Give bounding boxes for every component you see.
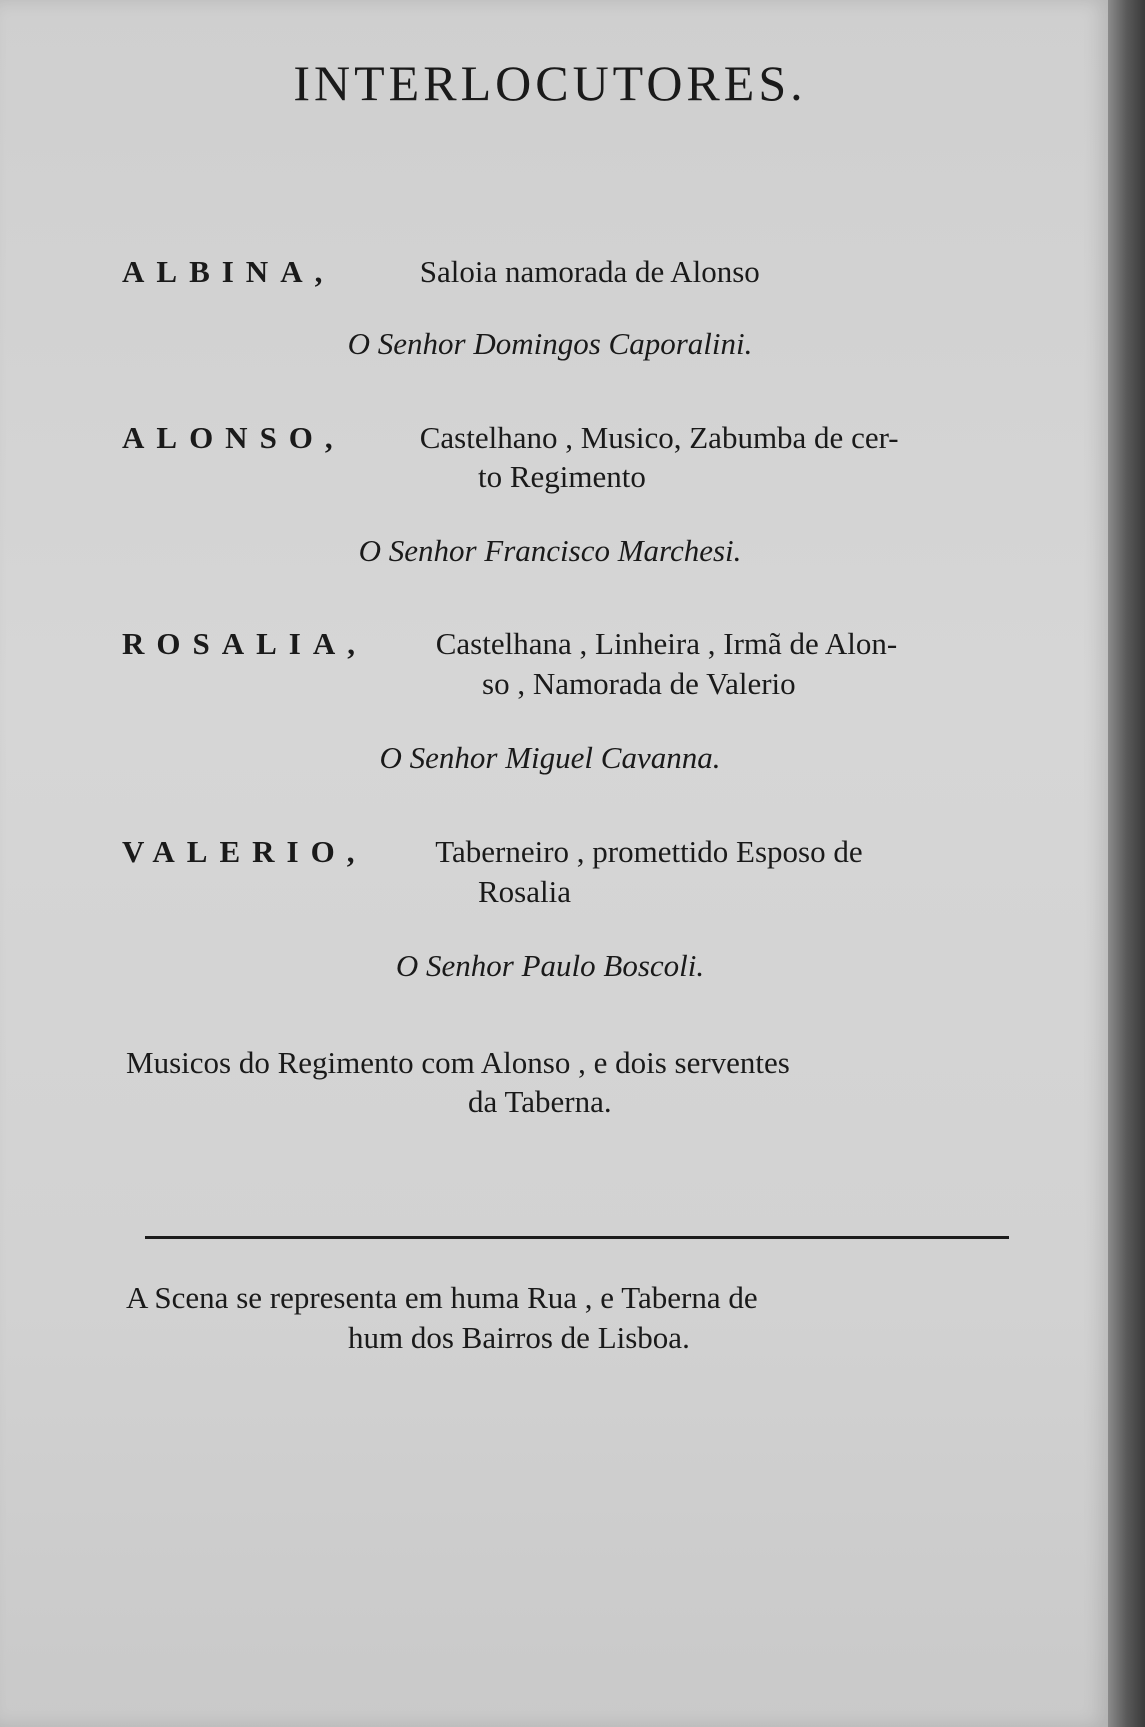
actor-name: O Senhor Domingos Caporalini. bbox=[347, 326, 753, 361]
extras-line: da Taberna. bbox=[468, 1084, 612, 1119]
character-entry-albina bbox=[122, 252, 760, 292]
extras-line: Musicos do Regimento com Alonso , e dois serventes bbox=[126, 1045, 790, 1080]
scene-line: hum dos Bairros de Lisboa. bbox=[348, 1320, 690, 1355]
actor-name: O Senhor Francisco Marchesi. bbox=[358, 533, 742, 568]
page-edge bbox=[1108, 0, 1145, 1727]
character-name: ALBINA, bbox=[122, 254, 335, 289]
character-name: VALERIO, bbox=[122, 834, 367, 869]
character-description-continued: so , Namorada de Valerio bbox=[482, 666, 796, 701]
scene-line: A Scena se representa em huma Rua , e Taberna de bbox=[126, 1280, 758, 1315]
character-description: Castelhano , Musico, Zabumba de cer- bbox=[419, 420, 899, 455]
character-entry-valerio bbox=[122, 832, 863, 872]
character-description: Saloia namorada de Alonso bbox=[419, 254, 760, 289]
character-description-continued: to Regimento bbox=[478, 459, 646, 494]
character-description-continued: Rosalia bbox=[478, 874, 571, 909]
character-name: ROSALIA, bbox=[122, 626, 368, 661]
page-title: INTERLOCUTORES. bbox=[293, 55, 807, 111]
actor-name: O Senhor Miguel Cavanna. bbox=[379, 740, 721, 775]
divider-rule bbox=[145, 1236, 1009, 1239]
actor-name: O Senhor Paulo Boscoli. bbox=[395, 948, 705, 983]
character-entry-alonso bbox=[122, 418, 899, 458]
character-description: Castelhana , Linheira , Irmã de Alon- bbox=[435, 626, 898, 661]
character-entry-rosalia bbox=[122, 624, 897, 664]
character-name: ALONSO, bbox=[122, 420, 345, 455]
character-description: Taberneiro , promettido Esposo de bbox=[435, 834, 863, 869]
